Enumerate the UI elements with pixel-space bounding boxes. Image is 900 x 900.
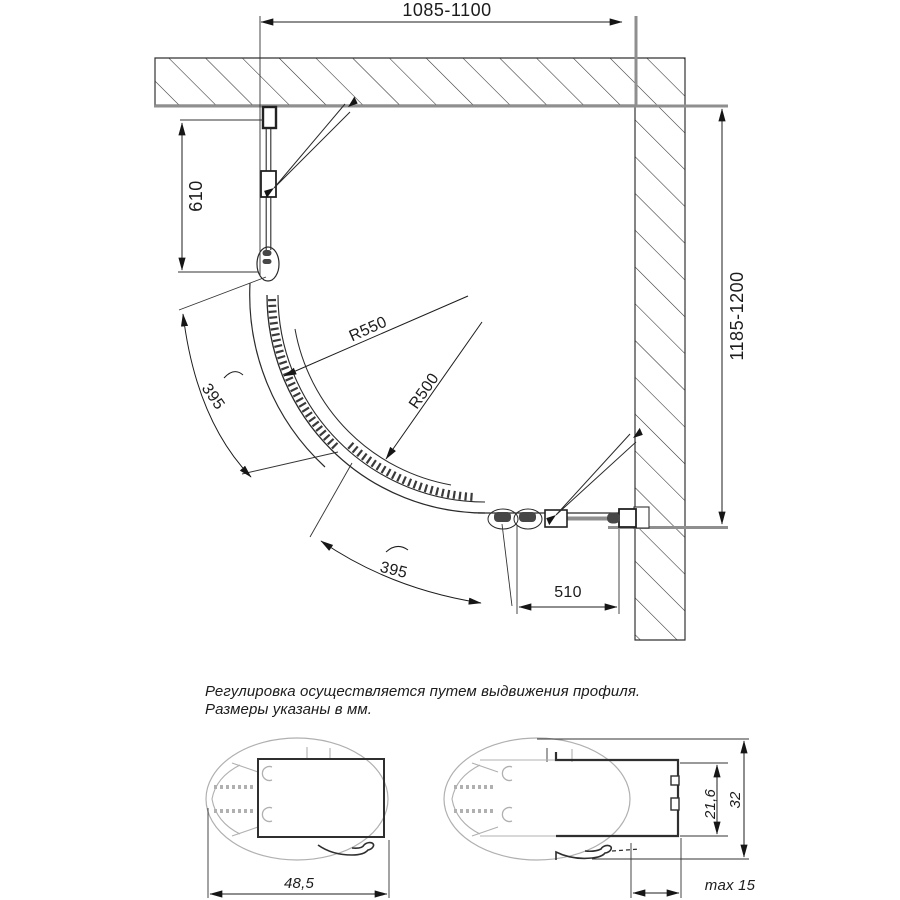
- enclosure: [250, 107, 649, 529]
- bottom-roller-1: [494, 512, 511, 522]
- arc-symbol-bottom: [386, 546, 408, 552]
- ext-395L-bottom: [242, 452, 338, 474]
- adjust-wedge-top-left: [274, 104, 350, 188]
- arc-symbol-left: [224, 372, 243, 378]
- profile-section-right: [444, 738, 756, 898]
- label-radius-outer: R550: [346, 313, 390, 346]
- top-wall-profile: [263, 107, 276, 128]
- ext-395B-right: [502, 524, 512, 606]
- dim-arc-bottom: 395: [378, 558, 410, 583]
- notes: [205, 683, 640, 718]
- right-profile-notch-2: [671, 798, 679, 810]
- wall-hatched-l-shape: [155, 58, 685, 640]
- inner-glass-arc: [295, 329, 451, 485]
- top-roller-2: [263, 259, 272, 264]
- right-profile-pin: [607, 513, 620, 524]
- top-roller-1: [263, 250, 272, 256]
- dim-top-width: 1085-1100: [402, 0, 492, 20]
- note-line-1: Регулировка осуществляется путем выдвижения профиля.: [205, 683, 641, 700]
- label-radius-inner: R500: [406, 370, 443, 413]
- dim-bottom-panel: 510: [554, 584, 582, 601]
- left-profile-oval: [206, 738, 388, 860]
- dim-right-profile-height: 32: [727, 791, 744, 809]
- dim-arc-left: 395: [197, 380, 228, 414]
- right-profile-latch-tail: [612, 849, 640, 851]
- dim-right-profile-extension: max 15: [704, 877, 756, 894]
- note-line-2: Размеры указаны в мм.: [205, 701, 373, 718]
- walls: [155, 58, 685, 640]
- ext-395L-top: [179, 277, 266, 310]
- leader-R550: [284, 296, 468, 376]
- dim-left-panel: 610: [186, 180, 206, 212]
- profile-section-left: [206, 738, 389, 898]
- ext-395B-left: [310, 463, 352, 537]
- dim-left-profile-width: 48,5: [284, 875, 314, 892]
- right-profile-oval: [444, 738, 630, 860]
- dim-right-height: 1185-1200: [727, 271, 747, 361]
- right-profile-notch-1: [671, 776, 679, 785]
- right-wall-profile: [619, 509, 636, 527]
- adjust-wedge-bottom-right: [556, 434, 636, 515]
- bottom-roller-2: [519, 512, 536, 522]
- dim-right-profile-opening: 21,6: [702, 789, 719, 819]
